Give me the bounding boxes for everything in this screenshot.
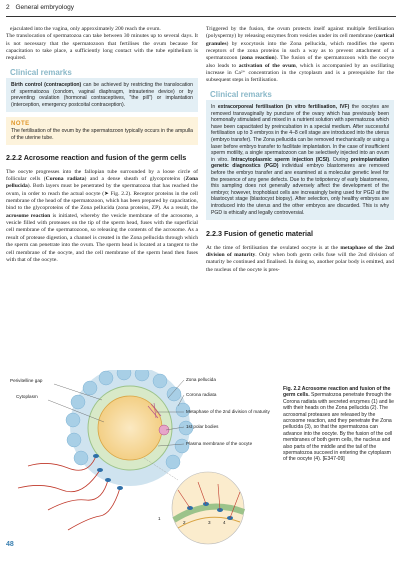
left-column — [6, 26, 198, 264]
paragraph — [6, 169, 198, 264]
clinical-remarks-title: Clinical remarks — [210, 89, 272, 99]
section-heading: 2.2.2 Acrosome reaction and fusion of the germ cells — [6, 153, 187, 163]
label-polar-bodies: 1st polar bodies — [186, 424, 219, 429]
page-number: 48 — [6, 541, 14, 548]
label-corona-radiata: Corona radiata — [186, 392, 217, 397]
term: zona reaction — [241, 55, 275, 62]
term: Intracytoplasmic sperm injection (ICSI) — [231, 156, 330, 163]
text-run: Triggered by the fusion, the ovum protects itself against multiple fertilisation (polyspermy) by releasing enzymes from vesicles under its cell membrane ( — [206, 26, 394, 40]
note-label: NOTE — [11, 121, 30, 128]
text-run: the oocytes are removed transvaginally by puncture of the ovary which has previously been hormonally stimulated and mixed in a nutrient solution with spermatozoa which have been capacitated by preincubation in a special medium. After successful fertilisation up to 3 embryos in the 4–8 cell stage are introduced into the uterus (embryo transfer). The Zona pellucida can be removed mechanically or using a laser before embryo transfer to facilitate implantation. In the case of insufficient sperm motility, a single spermatozoon can be selectively injected into an ovum in vitro. — [211, 104, 389, 163]
paragraph: ejaculated into the vagina, only approximately 200 reach the ovum. — [10, 26, 161, 32]
term: Corona radiata — [45, 176, 85, 183]
text-run: ). Both layers must be penetrated by the spermatozoa that has reached the ovum, in order to reach the actual oocyte (➤ Fig. 2.2). Receptor proteins in the cell membrane of the head of the spermatozoon, which has been prepared by capacitation, bind to the glycoproteins of the Zona pellucida (zona proteins, ZP). As a result, the — [6, 183, 198, 212]
paragraph: The translocation of spermatozoa can take between 30 minutes up to several days. It is not necessary that the spermatozoon that fertilises the ovum because for capacitation to take place, a sufficiently long contact with the tube epithelium is required. — [6, 33, 198, 62]
paragraph — [206, 26, 394, 85]
clinical-remarks-title: Clinical remarks — [10, 67, 72, 77]
note-text: The fertilisation of the ovum by the spermatozoon typically occurs in the ampulla of the uterine tube. — [11, 128, 193, 141]
right-column — [206, 26, 394, 274]
figure-caption — [283, 386, 395, 463]
text-run: ) by exocytosis into the Zona pellucida, which modifies the sperm receptors of the zona proteins in such a way as to prevent attachment of a spermatozoon ( — [206, 40, 394, 62]
stage-number: 3 — [208, 520, 211, 525]
term: Zona pellucida — [6, 176, 198, 190]
text-run: . Only when both germ cells fuse will the 2nd division of maturity be continued and finalised. In doing so, another polar body is emitted, and the nucleus of the oocyte is pres- — [206, 252, 394, 273]
text-run: . During — [329, 156, 351, 163]
label-cytoplasm: Cytoplasm — [16, 394, 38, 399]
chapter-title: General embryology — [15, 4, 74, 11]
term: cortical granules — [206, 33, 394, 47]
label-perivitelline-gap: Perivitelline gap — [10, 378, 43, 383]
polar-body — [159, 425, 169, 435]
caption-title: Fig. 2.2 Acrosome reaction and fusion of the germ cells. — [283, 386, 391, 399]
paragraph — [206, 245, 394, 274]
text-run: , which is accompanied by an oscillating increase in Ca²⁺ concentration in the cytoplasm and is a prerequisite for the subsequent steps in fertilisation. — [206, 62, 394, 84]
stage-number: 1 — [158, 516, 161, 521]
figure-acrosome-reaction — [8, 370, 270, 546]
stage-number: 2 — [183, 520, 186, 525]
term: activation of the ovum — [238, 62, 296, 69]
text-run: In — [211, 104, 218, 111]
clinical-term: Birth control (contraception) — [11, 82, 82, 89]
text-run: ) and a dense sheath of glycoproteins ( — [84, 176, 186, 183]
text-run: The oocyte progresses into the fallopian tube surrounded by a loose circle of follicular cells ( — [6, 168, 198, 183]
chapter-number: 2 — [6, 4, 10, 11]
section-heading: 2.2.3 Fusion of genetic material — [206, 229, 314, 239]
text-run: is initiated, whereby the vesicle membrane of the acrosome, a vesicle filled with proteases on the tip of the sperm head, fuses with the superficial cell membrane of the spermatozoon, so releasing the contents of the acrosome. As a result of protease digestion, a channel is created in the Zona pellucida through which the sperm can penetrate into the ovum. The sperm head is located at a tangent to the cell membrane of the oocyte, and the cell membrane of the sperm head then fuses with that of the oocyte. — [6, 212, 198, 263]
term: preimplantation genetic diagnostics (PGD) — [211, 156, 389, 170]
term: acrosome reaction — [6, 212, 51, 219]
label-zona-pellucida: Zona pellucida — [186, 377, 216, 382]
running-header — [6, 2, 396, 17]
label-plasma-membrane: Plasma membrane of the oocyte — [186, 441, 253, 446]
term: extracorporeal fertilisation (in vitro fertilisation, IVF) — [217, 104, 350, 111]
caption-text: Spermatozoa penetrate through the Corona radiata with secreted enzymes (1) and lie with their heads on the Zona pellucida (2). The acrosomal proteases are released by the acrosome reaction, and they penetrate the Zona pellucida (3), so that the spermatozoa can advance into the oocyte. By the fusion of the cell membranes of both germ cells, the nucleus and also parts of the middle and the tail of the spermatozoa succeed in entering the cytoplasm of the oocyte (4). [E347-09] — [283, 392, 394, 463]
note-box — [6, 117, 198, 145]
text-run: individual embryo blastomeres are removed before the embryo transfer and are examined at a molecular genetic level for the presence of any gene defects. Due to the totipotency of early blastomeres, this sampling does not generally adversely affect the development of the embryo; however, trophoblast cells are increasingly being used for PGD at the blastocyst stage (blastocyst biopsy). After selection, only healthy embryos are introduced into the uterus and the other embryos are discarded. This is why PGD is ethically and legally controversial. — [211, 163, 389, 216]
label-metaphase: Metaphase of the 2nd division of maturity — [186, 409, 270, 414]
magnified-inset — [172, 472, 244, 544]
text-run: ). The fusion of the spermatozoon with the oocyte also leads to — [206, 55, 394, 69]
clinical-remarks-box — [6, 78, 198, 112]
clinical-remarks-box — [206, 100, 394, 220]
stage-number: 4 — [223, 520, 226, 525]
figure-illustration — [8, 370, 270, 546]
text-run: At the time of fertilisation the ovulated oocyte is at the — [206, 244, 341, 251]
clinical-text: can be achieved by restricting the translocation of spermatozoa (condom, vaginal diaphragm, intrauterine device) or by preventing ovulation (hormonal contraceptives, "the pill") or implantation (interception, emergency postcoital contraception). — [11, 82, 193, 108]
term: metaphase of the 2nd division of maturity — [206, 244, 395, 259]
